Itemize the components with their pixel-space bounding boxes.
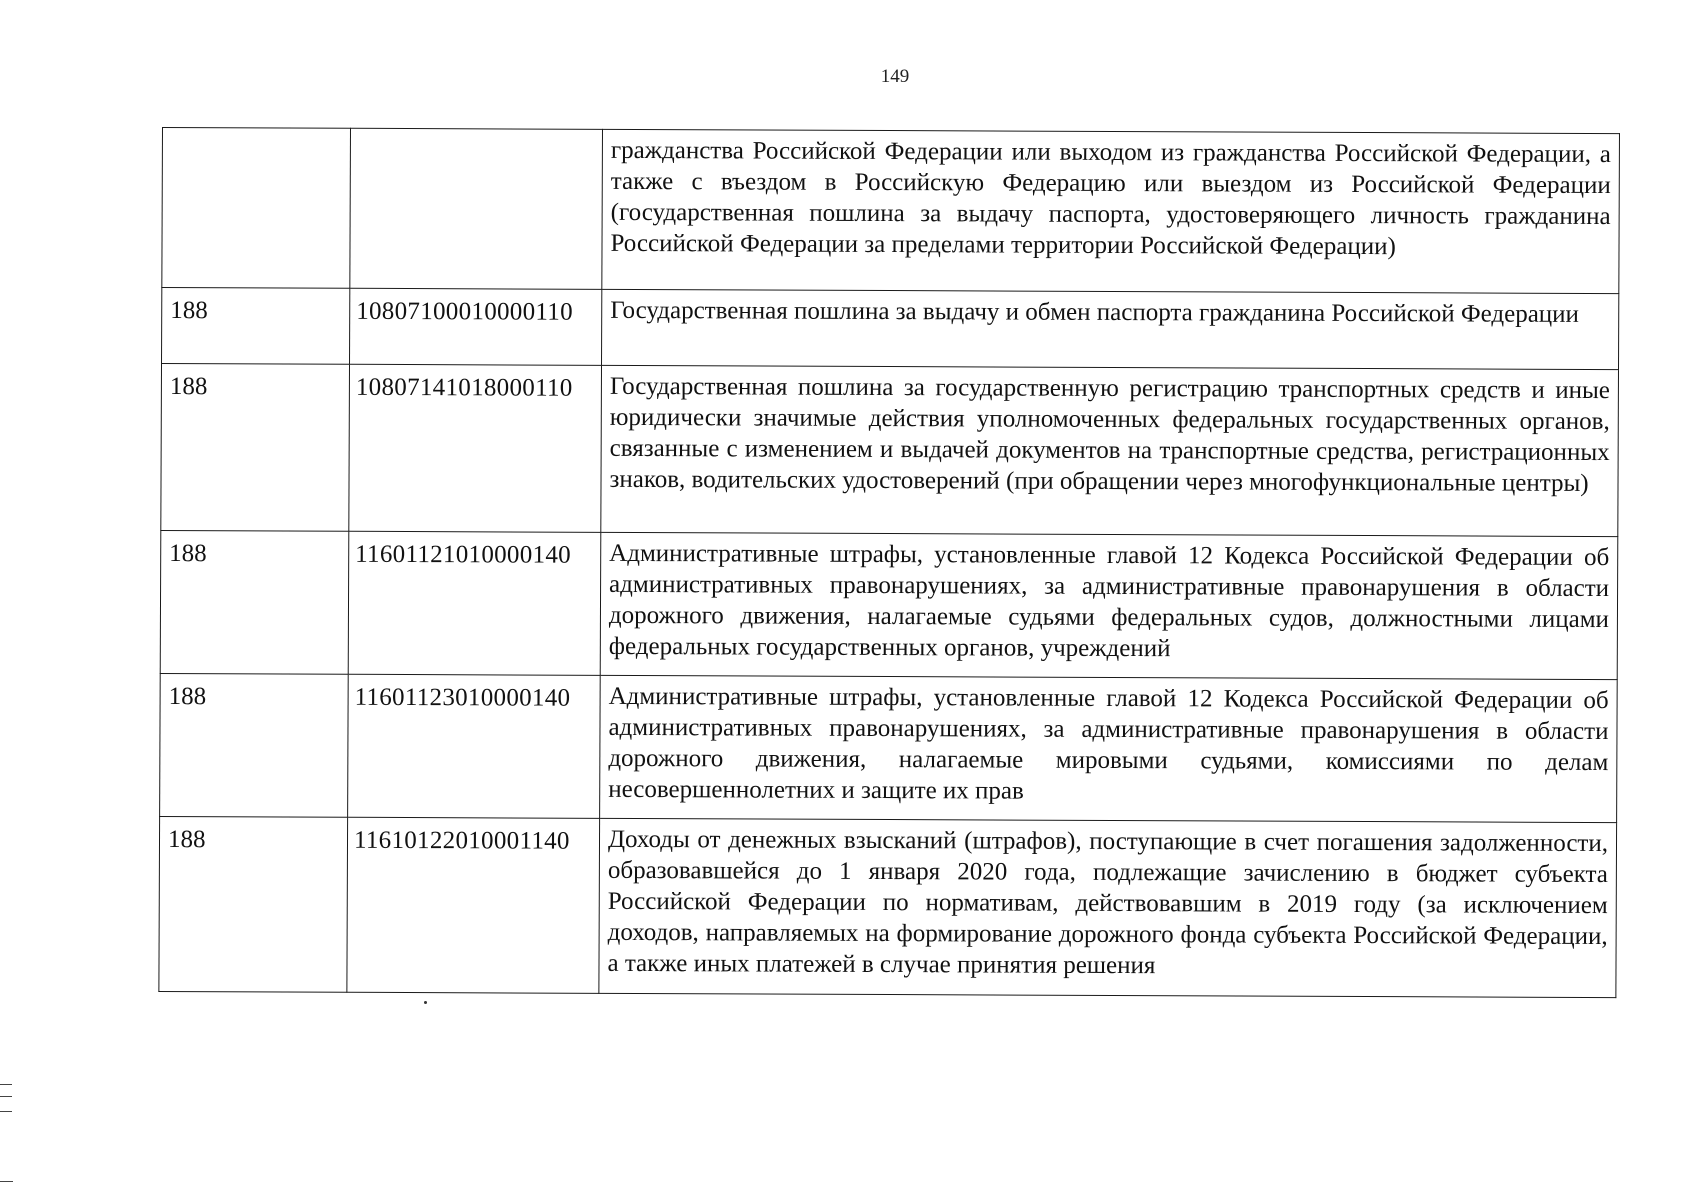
admin-code-cell: 188 xyxy=(162,288,350,365)
revenue-name-cell: гражданства Российской Федерации или выходом из гражданства Российской Федерации, а также с въездом в Российскую Федерацию или выездом из Российской Федерации (государственная пошлина за выдачу паспорта, удостоверяющего личность гражданина Российской Федерации за пределами территории Российской Федерации) xyxy=(602,129,1620,293)
admin-code-cell xyxy=(162,128,351,289)
table-row xyxy=(160,673,1618,822)
table-row xyxy=(161,364,1619,537)
scan-margin-dash xyxy=(0,1181,13,1182)
table-row xyxy=(162,288,1619,370)
table-row xyxy=(159,816,1617,997)
page-number: 149 xyxy=(880,66,910,87)
budget-code-cell: 11601123010000140 xyxy=(348,674,601,818)
revenue-name-cell: Государственная пошлина за выдачу и обмен паспорта гражданина Российской Федерации xyxy=(602,289,1619,369)
admin-code-cell: 188 xyxy=(160,673,349,817)
table-row xyxy=(162,128,1620,294)
admin-code-cell: 188 xyxy=(159,816,348,992)
revenue-name-cell: Административные штрафы, установленные главой 12 Кодекса Российской Федерации об административных правонарушениях, за административные правонарушения в области дорожного движения, налагаемые мировыми судьями, комиссиями по делам несовершеннолетних и защите их прав xyxy=(600,675,1618,822)
revenue-name-cell: Доходы от денежных взысканий (штрафов), поступающие в счет погашения задолженности, образовавшейся до 1 января 2020 года, подлежащие зачислению в бюджет субъекта Российской Федерации по нормативам, действовавшим в 2019 году (за исключением доходов, направляемых на формирование дорожного фонда субъекта Российской Федерации, а также иных платежей в случае принятия решения xyxy=(599,818,1617,997)
revenue-name-cell: Административные штрафы, установленные главой 12 Кодекса Российской Федерации об административных правонарушениях, за административные правонарушения в области дорожного движения, налагаемые судьями федеральных судов, должностными лицами федеральных государственных органов, учреждений xyxy=(600,532,1618,679)
revenue-codes-table xyxy=(158,127,1620,998)
budget-code-cell: 10807100010000110 xyxy=(350,288,602,365)
admin-code-cell: 188 xyxy=(160,530,349,674)
scan-margin-mark xyxy=(0,1084,12,1112)
budget-code-cell: 11601121010000140 xyxy=(348,531,601,675)
table-row xyxy=(160,530,1618,679)
scan-speck xyxy=(424,1001,427,1004)
revenue-name-cell: Государственная пошлина за государственную регистрацию транспортных средств и иные юридически значимые действия уполномоченных федеральных государственных органов, связанные с изменением и выдачей документов на транспортные средства, регистрационных знаков, водительских удостоверений (при обращении через многофункциональные центры) xyxy=(601,365,1619,536)
budget-code-cell xyxy=(350,128,603,289)
admin-code-cell: 188 xyxy=(161,364,350,532)
budget-code-cell: 11610122010001140 xyxy=(347,817,600,993)
budget-code-cell: 10807141018000110 xyxy=(349,364,602,532)
